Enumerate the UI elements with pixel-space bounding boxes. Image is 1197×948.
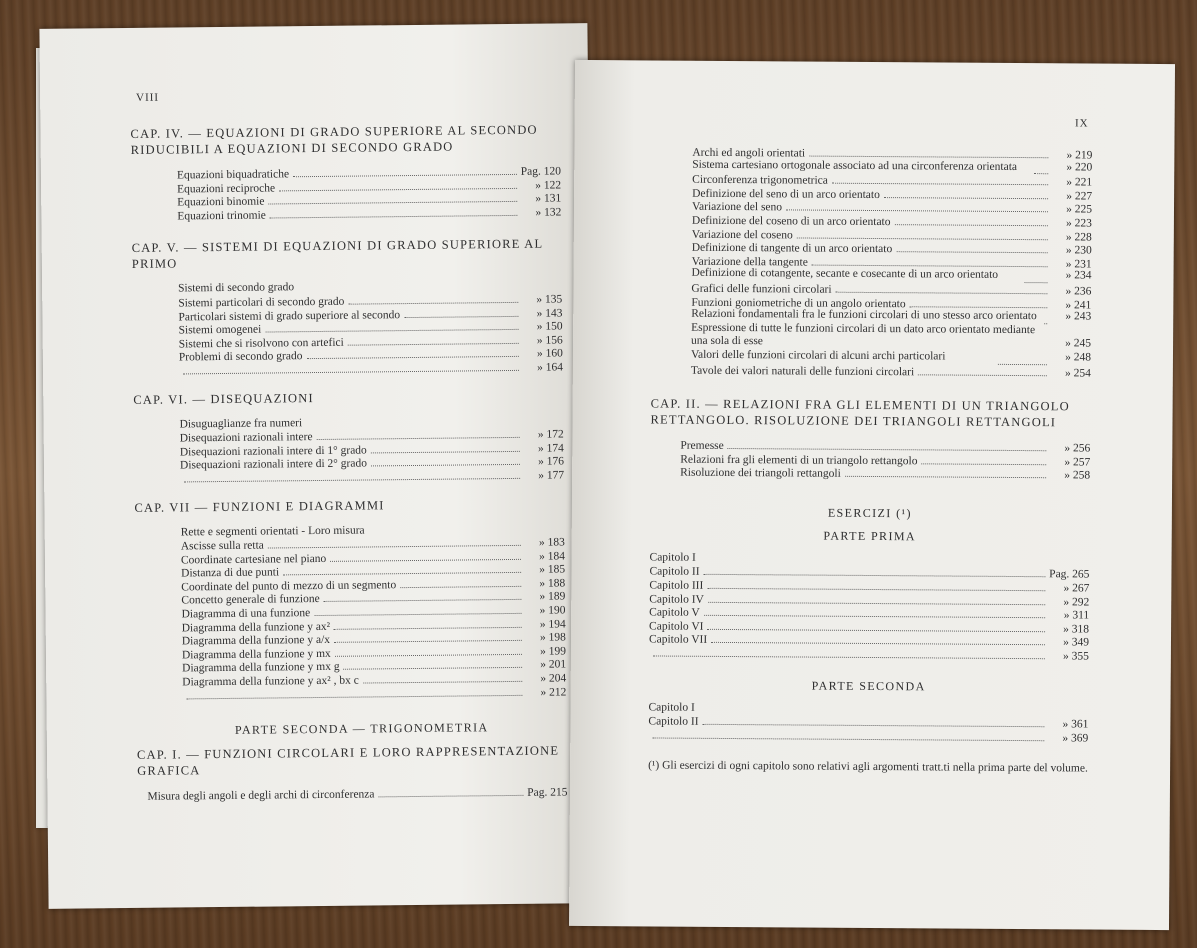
toc-entry-title: Sistemi che si risolvono con artefici bbox=[178, 336, 344, 351]
dot-leader bbox=[314, 603, 521, 616]
dot-leader bbox=[1025, 272, 1048, 283]
toc-entry-title: Coordinate del punto di mezzo di un segmento bbox=[181, 579, 397, 594]
toc-entry bbox=[692, 186, 1092, 202]
toc-entry-title: Equazioni reciproche bbox=[177, 182, 276, 196]
toc-entry-title: Distanza di due punti bbox=[181, 566, 280, 580]
part-heading: PARTE SECONDA bbox=[811, 678, 926, 694]
toc-entry-title: Diagramma della funzione y ax² bbox=[181, 620, 331, 635]
toc-entry-title: Relazioni fondamentali fra le funzioni circolari di uno stesso arco orientato bbox=[691, 307, 1037, 323]
toc-entry bbox=[691, 362, 1091, 378]
dot-leader bbox=[845, 466, 1046, 478]
toc-entry-page: Pag. 120 bbox=[520, 165, 561, 178]
dot-leader bbox=[404, 305, 518, 317]
toc-entry-title: Disequazioni razionali intere di 2° grado bbox=[179, 457, 367, 472]
toc-entry-title: Disuguaglianze fra numeri bbox=[179, 416, 303, 430]
toc-entry bbox=[692, 172, 1092, 188]
dot-leader bbox=[910, 296, 1048, 308]
toc-entry-title: Diagramma della funzione y mx bbox=[181, 647, 331, 662]
toc-entry bbox=[692, 158, 1092, 174]
dot-leader bbox=[708, 592, 1045, 605]
dot-leader bbox=[812, 254, 1048, 267]
dot-leader bbox=[334, 630, 522, 643]
dot-leader bbox=[728, 438, 1047, 451]
toc-entry-page: » 256 bbox=[1064, 442, 1091, 455]
dot-leader bbox=[186, 684, 522, 699]
dot-leader bbox=[268, 535, 521, 549]
toc-entry-page: » 204 bbox=[540, 672, 567, 685]
spacer bbox=[649, 659, 1089, 672]
toc-entry-page: » 248 bbox=[1065, 351, 1092, 364]
toc-entry-title: Espressione di tutte le funzioni circolari di un dato arco orientato mediante una sola di esse bbox=[691, 321, 1036, 348]
toc-entry-page: » 150 bbox=[536, 320, 563, 333]
toc-list bbox=[155, 521, 567, 702]
toc-entry-page: » 257 bbox=[1064, 456, 1091, 469]
toc-entry-page: » 122 bbox=[535, 179, 562, 192]
toc-entry bbox=[692, 199, 1092, 215]
toc-entry-page: » 220 bbox=[1066, 160, 1093, 174]
toc-entry-title: Tavole dei valori naturali delle funzioni circolari bbox=[690, 364, 915, 378]
chapter-heading: CAP. II. — RELAZIONI FRA GLI ELEMENTI DI UN TRIANGOLO RETTANGOLO. RISOLUZIONE DEI TRIANGOLI RETTANGOLI bbox=[650, 396, 1070, 430]
dot-leader bbox=[836, 282, 1048, 294]
dot-leader bbox=[998, 353, 1047, 364]
dot-leader bbox=[265, 319, 518, 333]
toc-entry-page: Pag. 215 bbox=[527, 786, 568, 800]
toc-entry-page: » 223 bbox=[1065, 217, 1092, 230]
toc-entry-title: Coordinate cartesiane nel piano bbox=[180, 552, 327, 567]
dot-leader bbox=[348, 333, 519, 346]
toc-list bbox=[649, 550, 1090, 662]
toc-entry-page: » 267 bbox=[1063, 582, 1090, 595]
toc-entry-title: Risoluzione dei triangoli rettangoli bbox=[680, 466, 841, 481]
chapter-heading: CAP. I. — FUNZIONI CIRCOLARI E LORO RAPPRESENTAZIONE GRAFICA bbox=[136, 743, 560, 779]
toc-entry-title: Archi ed angoli orientati bbox=[692, 146, 806, 160]
toc-entry-page: » 176 bbox=[538, 455, 565, 469]
toc-entry-title: Capitolo I bbox=[648, 701, 695, 714]
toc-entry-title: Capitolo V bbox=[649, 606, 700, 620]
dot-leader bbox=[306, 346, 518, 359]
toc-entry-page: » 254 bbox=[1064, 366, 1091, 380]
toc-entry-page: » 201 bbox=[540, 658, 567, 672]
right-toc bbox=[648, 144, 1092, 775]
toc-entry-page: » 212 bbox=[540, 686, 567, 699]
dot-leader bbox=[279, 177, 517, 190]
toc-entry-title: Definizione del seno di un arco orientato bbox=[692, 187, 880, 201]
dot-leader bbox=[653, 646, 1045, 660]
dot-leader bbox=[786, 200, 1048, 213]
toc-entry bbox=[691, 349, 1091, 365]
toc-entry-title: Disequazioni razionali intere di 1° grado bbox=[179, 444, 367, 459]
toc-entry bbox=[692, 226, 1092, 242]
chapter-heading: CAP. VII — FUNZIONI E DIAGRAMMI bbox=[134, 497, 385, 515]
dot-leader bbox=[884, 187, 1048, 199]
toc-entry-title: Equazioni biquadratiche bbox=[176, 168, 290, 182]
toc-list bbox=[152, 278, 563, 377]
toc-entry-page: Pag. 265 bbox=[1049, 568, 1090, 581]
toc-entry-page: » 236 bbox=[1065, 285, 1092, 298]
toc-entry bbox=[691, 321, 1091, 351]
toc-entry-title: Sistema cartesiano ortogonale associato ad una circonferenza orientata bbox=[692, 158, 1018, 173]
toc-entry-page: » 349 bbox=[1063, 636, 1090, 649]
part-heading: PARTE PRIMA bbox=[823, 528, 917, 544]
toc-list bbox=[650, 438, 1090, 482]
part-heading: PARTE SECONDA — TRIGONOMETRIA bbox=[234, 720, 489, 738]
dot-leader bbox=[707, 619, 1045, 632]
toc-entry-page: » 241 bbox=[1065, 298, 1092, 312]
dot-leader bbox=[334, 617, 522, 630]
toc-entry-page: » 355 bbox=[1062, 650, 1089, 663]
page-number-right: IX bbox=[1074, 117, 1089, 130]
toc-entry-title: Diagramma di una funzione bbox=[181, 607, 311, 621]
dot-leader bbox=[283, 562, 521, 575]
toc-entry-page: » 184 bbox=[539, 550, 566, 563]
toc-entry-title: Definizione del coseno di un arco orientato bbox=[691, 214, 891, 229]
toc-entry-page: » 361 bbox=[1062, 718, 1089, 731]
toc-entry-title: Sistemi particolari di secondo grado bbox=[178, 295, 345, 310]
toc-entry-title: Capitolo I bbox=[649, 551, 696, 564]
toc-entry-page: » 131 bbox=[535, 192, 562, 205]
toc-entry-title: Disequazioni razionali intere bbox=[179, 431, 313, 445]
toc-entry-title: Variazione del seno bbox=[691, 201, 783, 214]
toc-entry-page: » 135 bbox=[536, 293, 563, 306]
footnote: (¹) Gli esercizi di ogni capitolo sono relativi agli argomenti tratt.ti nella prima parte del volume. bbox=[648, 759, 1088, 775]
chapter-heading: CAP. V. — SISTEMI DI EQUAZIONI DI GRADO SUPERIORE AL PRIMO bbox=[131, 237, 543, 272]
dot-leader bbox=[699, 700, 1045, 712]
toc-entry-page: » 243 bbox=[1065, 310, 1092, 323]
dot-leader bbox=[184, 468, 520, 483]
dot-leader bbox=[1035, 163, 1049, 174]
toc-entry-page: » 227 bbox=[1066, 190, 1093, 203]
toc-list bbox=[651, 144, 1093, 378]
dot-leader bbox=[707, 578, 1045, 591]
left-page bbox=[39, 23, 596, 909]
left-toc bbox=[130, 121, 568, 804]
toc-entry bbox=[680, 465, 1090, 481]
toc-entry-page: » 258 bbox=[1064, 469, 1091, 482]
toc-entry-title: Problemi di secondo grado bbox=[178, 350, 303, 364]
toc-entry bbox=[680, 451, 1090, 467]
dot-leader bbox=[378, 785, 523, 798]
dot-leader bbox=[704, 564, 1046, 577]
toc-entry-title: Sistemi di secondo grado bbox=[178, 281, 295, 295]
toc-entry-title: Diagramma della funzione y ax² , bx c bbox=[182, 674, 359, 689]
toc-entry-page: » 188 bbox=[539, 577, 566, 590]
dot-leader bbox=[700, 551, 1046, 563]
chapter-heading: CAP. VI. — DISEQUAZIONI bbox=[133, 390, 314, 407]
toc-entry-page: » 177 bbox=[538, 469, 565, 482]
toc-entry-title: Rette e segmenti orientati - Loro misura bbox=[180, 524, 365, 538]
toc-entry-page: » 292 bbox=[1063, 595, 1090, 609]
dot-leader bbox=[1044, 313, 1047, 324]
toc-entry-title: Capitolo II bbox=[648, 715, 699, 729]
toc-entry-page: » 160 bbox=[536, 347, 563, 361]
toc-entry-title: Circonferenza trigonometrica bbox=[692, 173, 828, 187]
dot-leader bbox=[918, 364, 1047, 376]
dot-leader bbox=[348, 292, 518, 305]
dot-leader bbox=[363, 671, 523, 684]
dot-leader bbox=[293, 164, 517, 177]
toc-entry-page: » 143 bbox=[536, 306, 563, 320]
toc-entry-page: » 221 bbox=[1066, 176, 1093, 189]
toc-entry-title: Capitolo VI bbox=[649, 620, 704, 633]
toc-entry-title: Variazione della tangente bbox=[691, 255, 808, 269]
toc-entry-page: » 199 bbox=[540, 645, 567, 658]
toc-list bbox=[153, 413, 564, 485]
toc-entry-title: Sistemi omogenei bbox=[178, 323, 262, 337]
toc-entry-page: » 225 bbox=[1066, 203, 1093, 216]
spacer bbox=[650, 478, 1090, 499]
toc-entry-page: » 194 bbox=[539, 618, 566, 631]
dot-leader bbox=[921, 453, 1046, 465]
toc-entry-page: » 183 bbox=[538, 536, 565, 549]
spacer bbox=[156, 698, 566, 716]
toc-entry bbox=[147, 785, 567, 803]
dot-leader bbox=[369, 521, 521, 533]
toc-entry-title: Capitolo IV bbox=[649, 593, 704, 606]
toc-entry-page: » 156 bbox=[536, 334, 563, 347]
toc-entry-page: » 164 bbox=[537, 361, 564, 374]
toc-entry-title: Valori delle funzioni circolari di alcuni archi particolari bbox=[690, 348, 946, 363]
toc-entry-page: » 369 bbox=[1062, 732, 1089, 745]
toc-entry-page: » 245 bbox=[1065, 337, 1092, 350]
toc-entry bbox=[691, 281, 1091, 297]
toc-entry-title: Premesse bbox=[680, 439, 724, 453]
dot-leader bbox=[832, 173, 1048, 186]
toc-entry-title: Capitolo III bbox=[649, 579, 704, 592]
dot-leader bbox=[371, 454, 520, 467]
toc-entry-page: » 231 bbox=[1065, 258, 1092, 271]
toc-entry-page: » 230 bbox=[1065, 244, 1092, 257]
dot-leader bbox=[895, 214, 1048, 226]
toc-entry-page: » 219 bbox=[1066, 149, 1093, 162]
toc-entry-title: Definizione di tangente di un arco orientato bbox=[691, 241, 893, 256]
toc-entry bbox=[692, 213, 1092, 229]
dot-leader bbox=[306, 413, 519, 425]
toc-entry-title: Diagramma della funzione y mx g bbox=[182, 661, 340, 675]
dot-leader bbox=[335, 644, 522, 657]
toc-entry-title: Equazioni binomie bbox=[177, 195, 265, 209]
toc-entry-title: Concetto generale di funzione bbox=[181, 593, 320, 607]
toc-entry-title: Ascisse sulla retta bbox=[180, 539, 264, 553]
dot-leader bbox=[400, 576, 521, 588]
toc-entry-title: Funzioni goniometriche di un angolo orientato bbox=[691, 296, 906, 310]
dot-leader bbox=[343, 657, 522, 670]
dot-leader bbox=[183, 360, 519, 375]
dot-leader bbox=[330, 549, 521, 562]
toc-entry-page: » 189 bbox=[539, 590, 566, 604]
right-page bbox=[569, 60, 1175, 930]
dot-leader bbox=[371, 441, 520, 454]
toc-entry-title: Misura degli angoli e degli archi di circonferenza bbox=[147, 788, 375, 804]
toc-entry-page: » 172 bbox=[537, 428, 564, 441]
toc-entry-page: » 228 bbox=[1065, 230, 1092, 244]
dot-leader bbox=[704, 605, 1045, 618]
toc-entry-page: » 185 bbox=[539, 563, 566, 576]
dot-leader bbox=[711, 632, 1045, 645]
toc-entry-page: » 311 bbox=[1063, 609, 1090, 622]
toc-entry-page: » 198 bbox=[539, 631, 566, 644]
toc-entry-title: Equazioni trinomie bbox=[177, 209, 266, 223]
exercises-heading: ESERCIZI (¹) bbox=[827, 505, 912, 521]
toc-entry-page: » 318 bbox=[1063, 623, 1090, 636]
dot-leader bbox=[316, 427, 519, 440]
page-number-left: VIII bbox=[136, 91, 160, 104]
toc-entry-title: Definizione di cotangente, secante e cosecante di un arco orientato bbox=[691, 267, 999, 282]
dot-leader bbox=[268, 191, 517, 205]
toc-entry-title: Capitolo VII bbox=[648, 633, 708, 647]
toc-entry-page: » 190 bbox=[539, 604, 566, 617]
toc-entry bbox=[691, 267, 1091, 283]
chapter-heading: CAP. IV. — EQUAZIONI DI GRADO SUPERIORE AL SECONDO RIDUCIBILI A EQUAZIONI DI SECONDO GRADO bbox=[130, 122, 538, 157]
toc-list bbox=[151, 163, 562, 222]
toc-entry-title: Relazioni fra gli elementi di un triangolo rettangolo bbox=[680, 453, 918, 468]
dot-leader bbox=[797, 227, 1048, 240]
toc-entry-page: » 174 bbox=[537, 442, 564, 455]
dot-leader bbox=[652, 727, 1044, 741]
dot-leader bbox=[809, 146, 1048, 159]
dot-leader bbox=[703, 714, 1045, 727]
toc-entry-page: » 132 bbox=[535, 206, 562, 219]
toc-entry bbox=[692, 240, 1092, 256]
dot-leader bbox=[324, 589, 522, 602]
toc-entry-title: Grafici delle funzioni circolari bbox=[691, 282, 832, 296]
toc-entry-title: Particolari sistemi di grado superiore al secondo bbox=[178, 308, 401, 324]
toc-entry-title: Capitolo II bbox=[649, 565, 700, 579]
toc-entry-title: Diagramma della funzione y a/x bbox=[181, 634, 331, 648]
toc-list bbox=[648, 700, 1088, 744]
dot-leader bbox=[298, 278, 518, 290]
dot-leader bbox=[896, 241, 1048, 253]
toc-entry-page: » 234 bbox=[1065, 269, 1092, 282]
toc-entry-title: Variazione del coseno bbox=[691, 228, 793, 242]
dot-leader bbox=[270, 205, 518, 219]
